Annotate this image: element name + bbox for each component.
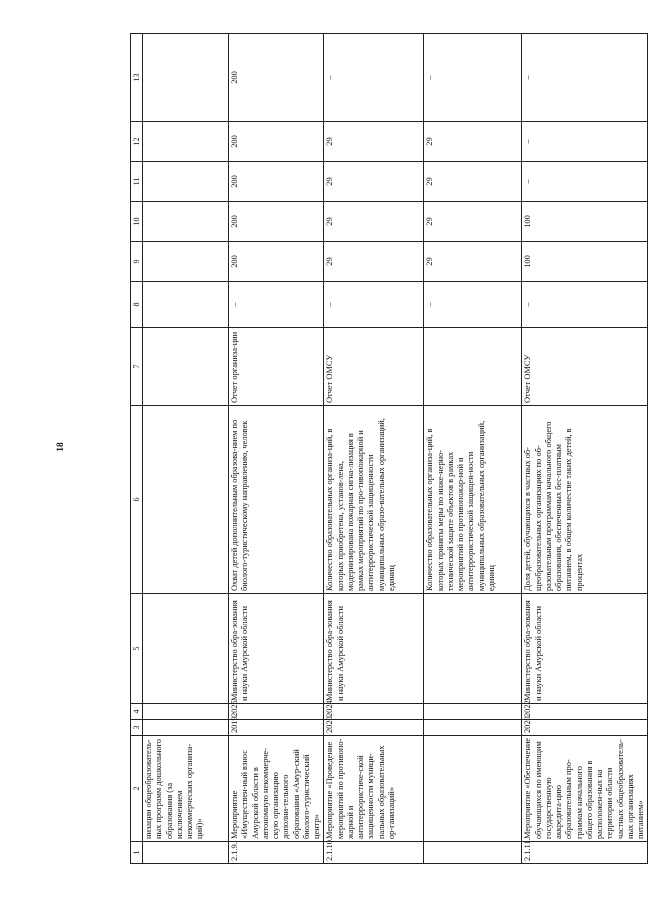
row-indicator bbox=[143, 406, 229, 594]
row-name: Мероприятие «Имуществен-ный взнос Амурской области в автономную некоммерче-скую организацию дополни-тельного образования «Амур-ский биолого-туристический центр» bbox=[229, 736, 324, 842]
row-end-year: 2024 bbox=[324, 704, 424, 720]
row-value-11: 29 bbox=[424, 162, 522, 202]
rotated-table-container bbox=[130, 34, 645, 864]
row-value-12: 200 bbox=[229, 122, 324, 162]
row-source bbox=[143, 328, 229, 406]
col-num-1: 1 bbox=[131, 842, 143, 864]
row-start-year: 2019 bbox=[229, 720, 324, 736]
row-value-10: 200 bbox=[229, 202, 324, 242]
row-value-8: – bbox=[324, 282, 424, 328]
row-id: 2.1.11. bbox=[522, 842, 648, 864]
row-end-year bbox=[143, 704, 229, 720]
table-row bbox=[143, 34, 229, 864]
col-num-10: 10 bbox=[131, 202, 143, 242]
row-value-12: – bbox=[522, 122, 648, 162]
col-num-4: 4 bbox=[131, 704, 143, 720]
row-value-11: – bbox=[522, 162, 648, 202]
row-value-13: 200 bbox=[229, 34, 324, 122]
col-num-8: 8 bbox=[131, 282, 143, 328]
row-value-8 bbox=[143, 282, 229, 328]
row-id: 2.1.10. bbox=[324, 842, 424, 864]
row-value-10: 100 bbox=[522, 202, 648, 242]
row-value-12 bbox=[143, 122, 229, 162]
row-value-11: 200 bbox=[229, 162, 324, 202]
row-source: Отчет ОМСУ bbox=[522, 328, 648, 406]
row-source: Отчет организа-ции bbox=[229, 328, 324, 406]
row-value-13 bbox=[143, 34, 229, 122]
row-indicator: Доля детей, обучающихся в частных об-щеобразовательных организациях по об-разовательным программам начального общего образования, обеспеченных бес-платным питанием, в общем количестве таких детей, в процентах bbox=[522, 406, 648, 594]
row-indicator: Количество образовательных организа-ций, в которых приняты меры по инже-нерно-технической защите объектов в рамках мероприятий по противопожар-ной и антитеррористической защищен-ности муниципальных образовательных организаций, единиц bbox=[424, 406, 522, 594]
col-num-3: 3 bbox=[131, 720, 143, 736]
row-source: Отчет ОМСУ bbox=[324, 328, 424, 406]
row-value-10 bbox=[143, 202, 229, 242]
row-value-13: – bbox=[522, 34, 648, 122]
row-id bbox=[424, 842, 522, 864]
row-start-year bbox=[424, 720, 522, 736]
table-row bbox=[229, 34, 324, 864]
col-num-11: 11 bbox=[131, 162, 143, 202]
col-num-13: 13 bbox=[131, 34, 143, 122]
row-value-13: – bbox=[324, 34, 424, 122]
row-value-10: 29 bbox=[424, 202, 522, 242]
row-value-12: 29 bbox=[324, 122, 424, 162]
row-value-11: 29 bbox=[324, 162, 424, 202]
row-executor: Министерство обра-зования и науки Амурской области bbox=[522, 594, 648, 704]
row-start-year: 2020 bbox=[522, 720, 648, 736]
row-value-11 bbox=[143, 162, 229, 202]
row-value-9: 100 bbox=[522, 242, 648, 282]
row-start-year: 2020 bbox=[324, 720, 424, 736]
row-end-year bbox=[424, 704, 522, 720]
table-row bbox=[522, 34, 648, 864]
row-value-13: – bbox=[424, 34, 522, 122]
col-num-6: 6 bbox=[131, 406, 143, 594]
row-value-9 bbox=[143, 242, 229, 282]
row-executor: Министерство обра-зования и науки Амурской области bbox=[324, 594, 424, 704]
row-start-year bbox=[143, 720, 229, 736]
row-name: Мероприятие «Проведение мероприятий по противопо-жарной и антитеррористиче-ской защищенности муници-пальных образовательных ор-ганизаций» bbox=[324, 736, 424, 842]
row-name: низации общеобразователь-ных программ дошкольного образования (за исключением некоммерческих организа-ций)» bbox=[143, 736, 229, 842]
program-table bbox=[130, 33, 648, 864]
row-value-12: 29 bbox=[424, 122, 522, 162]
table-row bbox=[324, 34, 424, 864]
row-executor: Министерство обра-зования и науки Амурской области bbox=[229, 594, 324, 704]
column-number-row bbox=[131, 34, 143, 864]
col-num-2: 2 bbox=[131, 736, 143, 842]
col-num-7: 7 bbox=[131, 328, 143, 406]
row-value-8: – bbox=[229, 282, 324, 328]
col-num-12: 12 bbox=[131, 122, 143, 162]
row-value-8: – bbox=[522, 282, 648, 328]
row-name bbox=[424, 736, 522, 842]
table-row bbox=[424, 34, 522, 864]
row-name: Мероприятие «Обеспечение обучающихся по имеющим государственную аккредита-цию образовательным про-граммам начального общего образования в расположен-ных на территории области частных общеобразователь-ных организациях питанием» bbox=[522, 736, 648, 842]
row-id bbox=[143, 842, 229, 864]
col-num-5: 5 bbox=[131, 594, 143, 704]
col-num-9: 9 bbox=[131, 242, 143, 282]
row-end-year: 2025 bbox=[229, 704, 324, 720]
row-value-10: 29 bbox=[324, 202, 424, 242]
row-value-9: 29 bbox=[324, 242, 424, 282]
row-source bbox=[424, 328, 522, 406]
row-value-9: 29 bbox=[424, 242, 522, 282]
row-end-year: 2022 bbox=[522, 704, 648, 720]
row-indicator: Охват детей дополнительным образова-нием по биолого-туристическому направлению, человек bbox=[229, 406, 324, 594]
row-value-9: 200 bbox=[229, 242, 324, 282]
row-value-8: – bbox=[424, 282, 522, 328]
row-indicator: Количество образовательных организа-ций, в которых приобретена, установ-лена, модернизирована пожарная сигна-лизация в рамках мероприятий по про-тивопожарной и антитеррористической защищенности муниципальных образо-вательных организаций, единиц bbox=[324, 406, 424, 594]
page-number: 18 bbox=[55, 442, 66, 452]
row-id: 2.1.9. bbox=[229, 842, 324, 864]
row-executor bbox=[424, 594, 522, 704]
row-executor bbox=[143, 594, 229, 704]
